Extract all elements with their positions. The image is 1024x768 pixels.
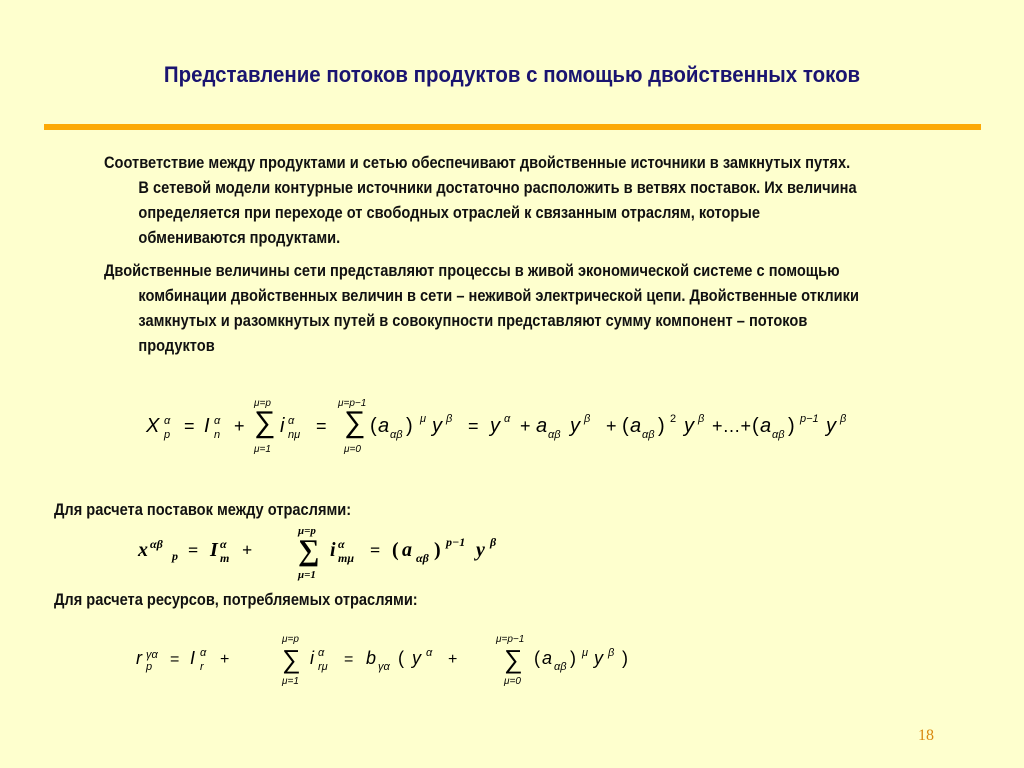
svg-text:β: β — [698, 413, 705, 425]
svg-text:μ=p: μ=p — [254, 398, 271, 409]
svg-text:i: i — [280, 415, 285, 437]
svg-text:): ) — [658, 415, 665, 437]
svg-text:I: I — [190, 648, 196, 668]
svg-text:p: p — [164, 429, 171, 441]
svg-text:α: α — [338, 537, 345, 551]
svg-text:(: ( — [752, 415, 759, 437]
svg-text:): ) — [406, 415, 413, 437]
svg-text:β: β — [608, 647, 615, 659]
svg-text:a: a — [630, 415, 642, 437]
svg-text:α: α — [504, 413, 511, 425]
svg-text:+: + — [220, 651, 230, 668]
svg-text:a: a — [536, 415, 548, 437]
svg-text:α: α — [288, 415, 295, 427]
svg-text:m: m — [220, 551, 230, 565]
svg-text:y: y — [594, 648, 603, 668]
svg-text:a: a — [378, 415, 390, 437]
svg-text:nμ: nμ — [288, 429, 301, 441]
resources-formula — [130, 630, 690, 690]
svg-text:I: I — [210, 539, 218, 561]
supplies-formula — [132, 524, 572, 584]
svg-text:y: y — [432, 415, 442, 437]
svg-text:y: y — [476, 539, 485, 561]
svg-text:b: b — [366, 648, 377, 668]
svg-text:p−1: p−1 — [800, 413, 819, 425]
title-underline — [44, 124, 981, 130]
svg-text:αβ: αβ — [548, 429, 561, 441]
svg-text:α: α — [220, 537, 227, 551]
svg-text:μ=p−1: μ=p−1 — [338, 398, 367, 409]
svg-text:α: α — [318, 647, 325, 659]
svg-text:μ=p: μ=p — [282, 634, 299, 645]
svg-text:a: a — [542, 648, 553, 668]
svg-text:μ=1: μ=1 — [282, 676, 299, 687]
svg-text:(: ( — [622, 415, 629, 437]
svg-text:x: x — [138, 539, 148, 561]
supplies-heading: Для расчета поставок между отраслями: — [54, 500, 352, 519]
svg-text:X: X — [146, 415, 160, 437]
svg-text:μ=1: μ=1 — [254, 444, 271, 455]
svg-text:β: β — [840, 413, 847, 425]
svg-text:y: y — [826, 415, 836, 437]
svg-text:): ) — [622, 648, 628, 668]
svg-text:+: + — [606, 416, 617, 436]
svg-text:p: p — [146, 661, 153, 673]
svg-text:y: y — [412, 648, 421, 668]
svg-text:+: + — [448, 651, 458, 668]
svg-text:α: α — [426, 647, 433, 659]
paragraph: Двойственные величины сети представляют процессы в живой экономической системе с помощью комбинации двойственных величин в сети – неживой электрической цепи. Двойственные отклики замкнутых и разомкнутых путей в совокупности представляют сумму компонент – потоков продуктов — [104, 261, 859, 355]
svg-text:β: β — [584, 413, 591, 425]
svg-text:n: n — [214, 429, 221, 441]
svg-text:y: y — [570, 415, 580, 437]
svg-text:μ=p: μ=p — [298, 525, 316, 537]
svg-text:αβ: αβ — [150, 537, 163, 551]
svg-text:μ: μ — [420, 413, 427, 425]
svg-text:p−1: p−1 — [446, 535, 466, 549]
svg-text:∑: ∑ — [298, 534, 320, 567]
svg-text:=: = — [344, 651, 354, 668]
svg-text:αβ: αβ — [390, 429, 403, 441]
svg-text:): ) — [570, 648, 576, 668]
svg-text:p: p — [172, 549, 178, 563]
svg-text:y: y — [490, 415, 500, 437]
svg-text:=: = — [184, 416, 195, 436]
svg-text:=: = — [316, 416, 327, 436]
svg-text:γα: γα — [378, 661, 390, 673]
svg-text:β: β — [446, 413, 453, 425]
svg-text:(: ( — [392, 539, 399, 561]
product-flow-formula — [140, 390, 880, 460]
svg-text:(: ( — [398, 648, 404, 668]
svg-text:+…+: +…+ — [712, 416, 752, 436]
svg-text:μ=p−1: μ=p−1 — [496, 634, 525, 645]
svg-text:rμ: rμ — [318, 661, 328, 673]
svg-text:r: r — [136, 648, 142, 668]
svg-text:∑: ∑ — [504, 644, 523, 674]
svg-text:μ: μ — [582, 647, 589, 659]
svg-text:α: α — [214, 415, 221, 427]
svg-text:μ=0: μ=0 — [344, 444, 361, 455]
svg-text:(: ( — [534, 648, 540, 668]
svg-text:αβ: αβ — [642, 429, 655, 441]
svg-text:r: r — [200, 661, 204, 673]
svg-text:2: 2 — [670, 413, 677, 425]
svg-text:∑: ∑ — [282, 644, 301, 674]
svg-text:μ=0: μ=0 — [504, 676, 521, 687]
svg-text:i: i — [310, 648, 314, 668]
svg-text:+: + — [234, 416, 245, 436]
svg-text:+: + — [520, 416, 531, 436]
svg-text:i: i — [330, 539, 336, 561]
svg-text:(: ( — [370, 415, 377, 437]
svg-text:I: I — [204, 415, 210, 437]
svg-text:αβ: αβ — [554, 661, 567, 673]
svg-text:αβ: αβ — [772, 429, 785, 441]
svg-text:α: α — [200, 647, 207, 659]
page-number: 18 — [918, 727, 934, 744]
body-text — [104, 150, 861, 358]
svg-text:α: α — [164, 415, 171, 427]
svg-text:=: = — [188, 540, 199, 560]
svg-text:β: β — [490, 535, 497, 549]
svg-text:=: = — [468, 416, 479, 436]
svg-text:∑: ∑ — [254, 406, 276, 439]
svg-text:∑: ∑ — [344, 406, 366, 439]
svg-text:=: = — [370, 540, 381, 560]
svg-text:μ=1: μ=1 — [298, 569, 316, 581]
svg-text:a: a — [760, 415, 772, 437]
svg-text:y: y — [684, 415, 694, 437]
svg-text:a: a — [402, 539, 412, 561]
svg-text:γα: γα — [146, 649, 158, 661]
svg-text:): ) — [434, 539, 441, 561]
paragraph: Соответствие между продуктами и сетью обеспечивают двойственные источники в замкнутых путях. В сетевой модели контурные источники достаточно расположить в ветвях поставок. Их величина определяется при переходе от свободных отраслей к связанным отраслям, которые обмениваются продуктами. — [104, 153, 857, 247]
slide-title: Представление потоков продуктов с помощью двойственных токов — [163, 62, 861, 87]
svg-text:mμ: mμ — [338, 551, 355, 565]
svg-text:=: = — [170, 651, 180, 668]
svg-text:): ) — [788, 415, 795, 437]
resources-heading: Для расчета ресурсов, потребляемых отраслями: — [54, 590, 418, 609]
svg-text:+: + — [242, 540, 253, 560]
svg-text:αβ: αβ — [416, 551, 429, 565]
